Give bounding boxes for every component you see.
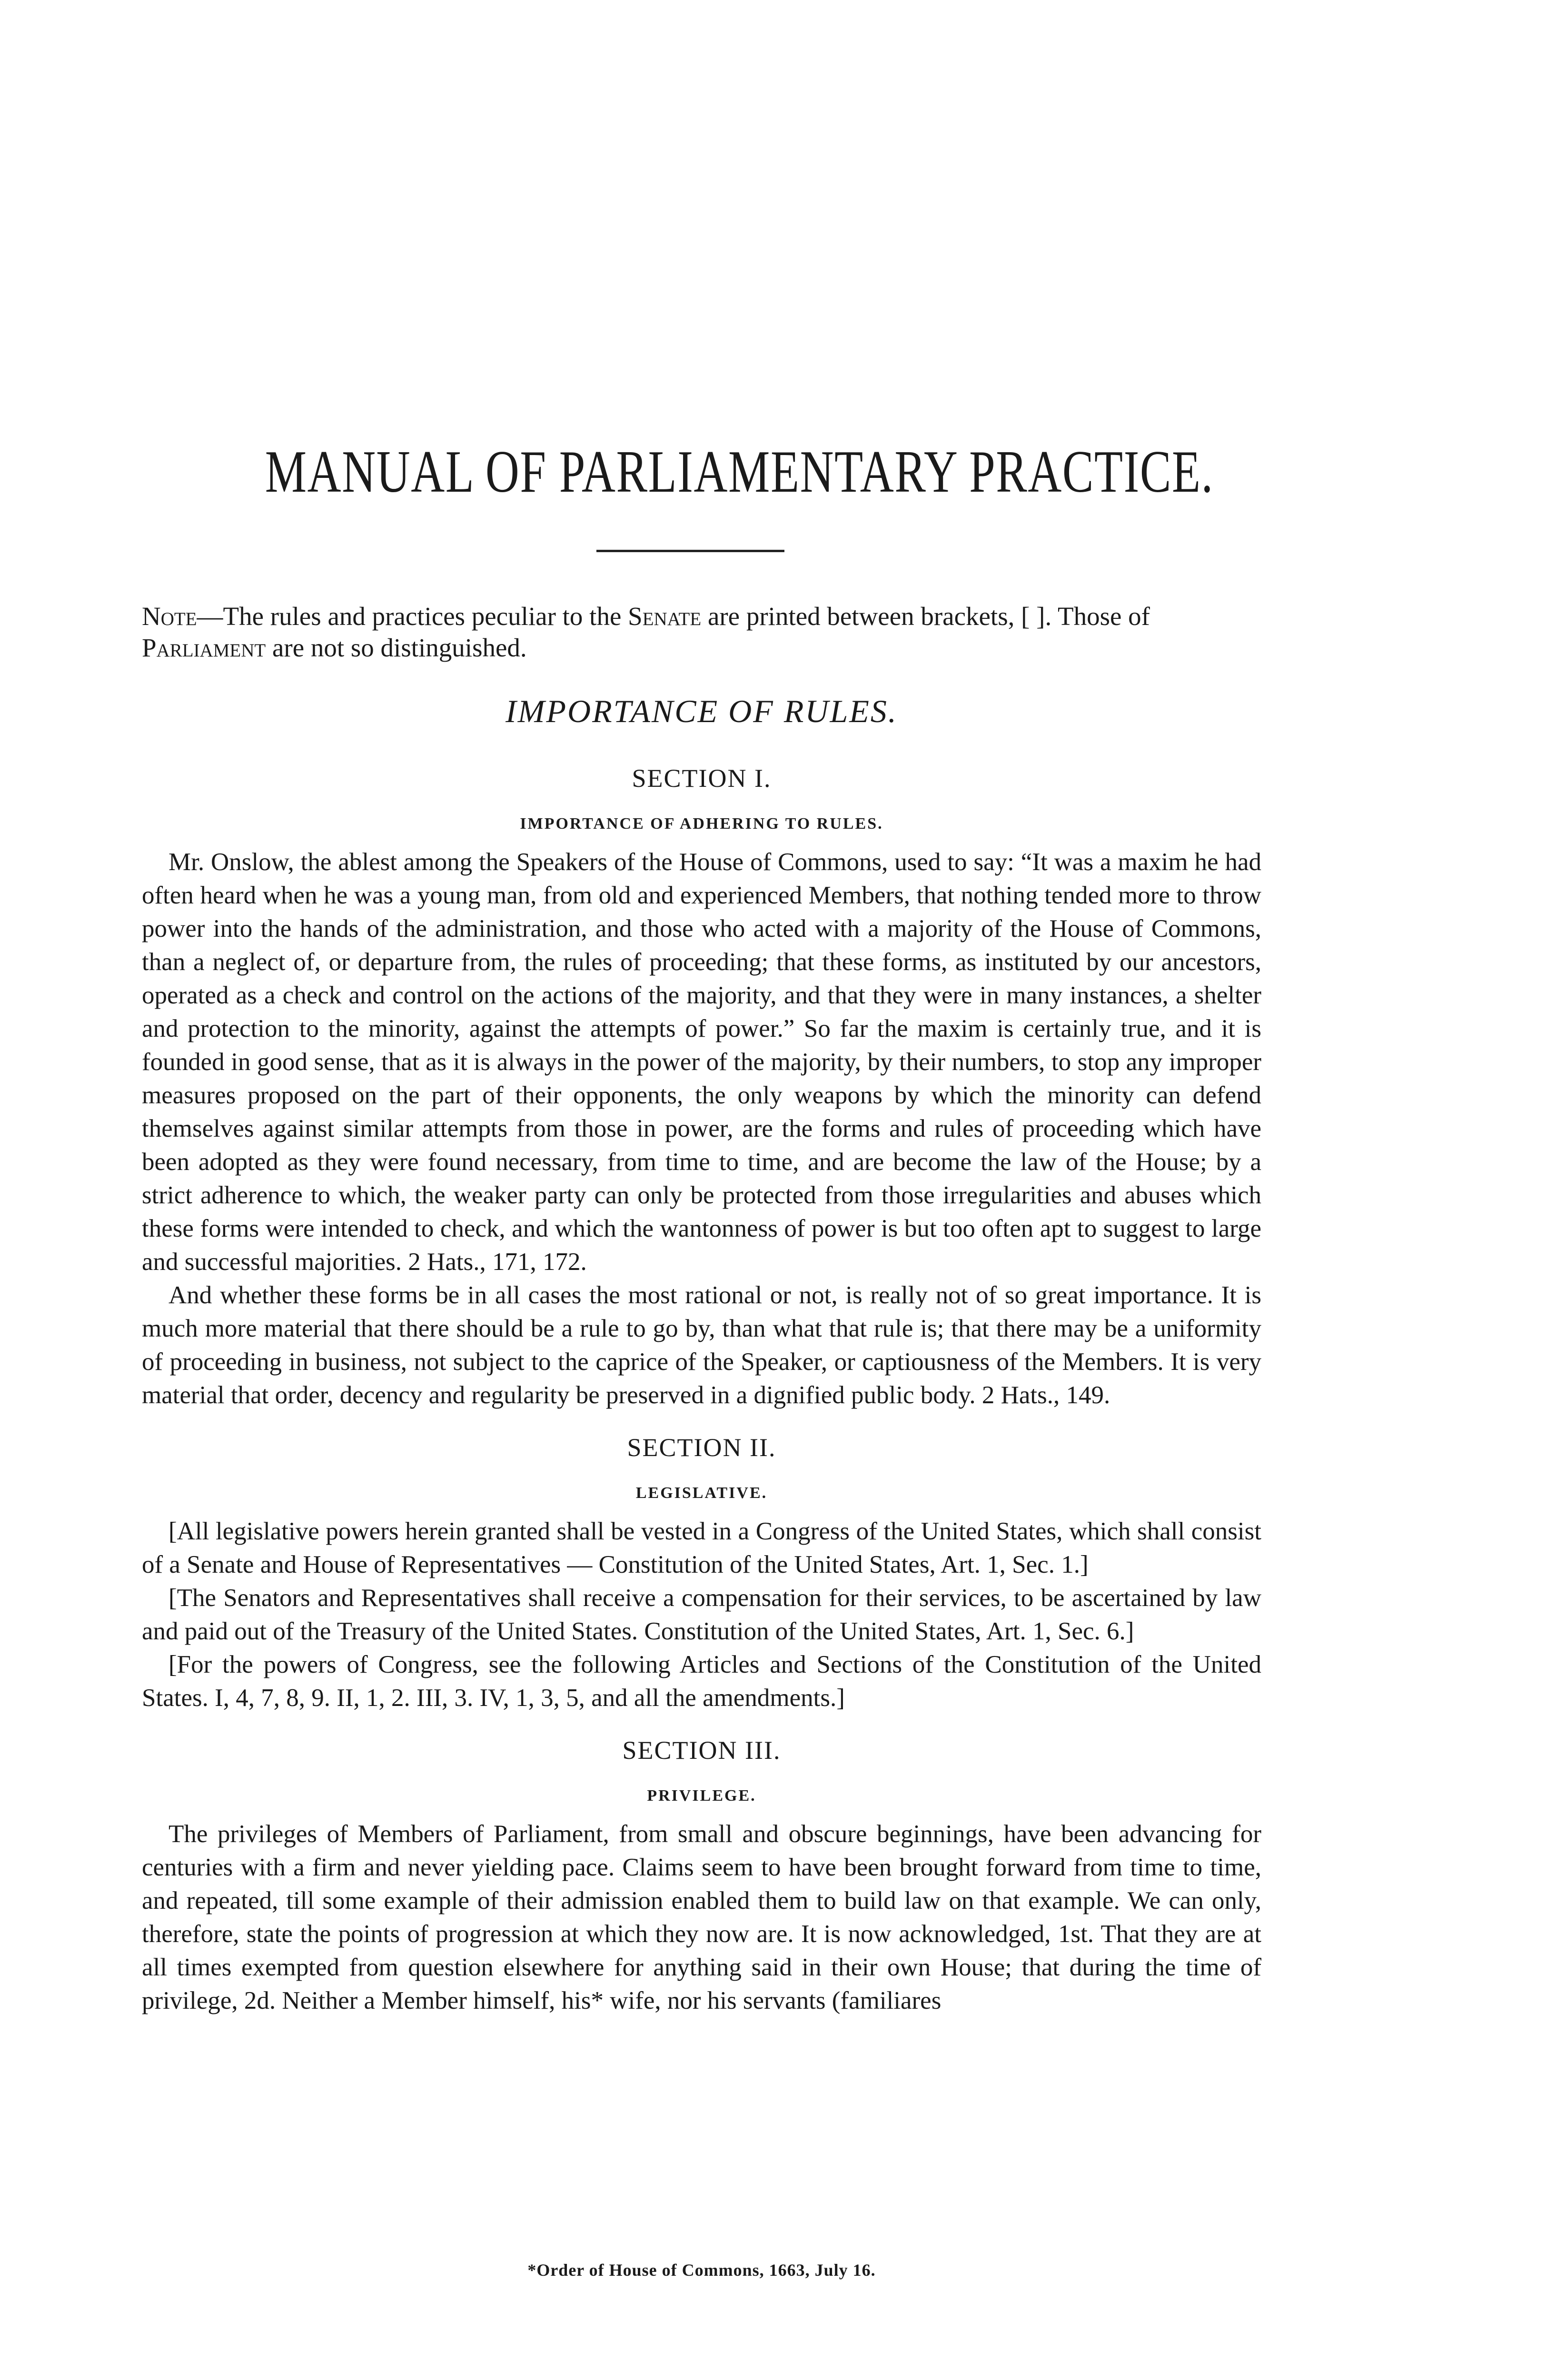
note-text-2: are printed between brackets, [ ]. Those of xyxy=(701,602,1150,631)
section-2 xyxy=(142,1433,1261,1715)
section-1 xyxy=(142,764,1261,1412)
main-content xyxy=(142,693,1261,2038)
section-3 xyxy=(142,1735,1261,2017)
chapter-title: IMPORTANCE OF RULES. xyxy=(505,693,898,729)
title-divider xyxy=(596,550,784,552)
paragraph: The privileges of Members of Parliament, from small and obscure beginnings, have been advancing for centuries with a firm and never yielding pace. Claims seem to have been brought forward from time to time, and repeated, till some example of their admission enabled them to build law on that example. We can only, therefore, state the points of progression at which they now are. It is now acknowledged, 1st. That they are at all times exempted from question elsewhere for anything said in their own House; that during the time of privilege, 2d. Neither a Member himself, his* wife, nor his servants (familiares xyxy=(142,1820,1261,2014)
paragraph: [All legislative powers herein granted shall be vested in a Congress of the United States, which shall consist of a Senate and House of Representatives — Constitution of the United States, Art. 1, Sec. 1.] xyxy=(142,1517,1261,1578)
section-subheading: LEGISLATIVE. xyxy=(635,1484,768,1502)
note-text-1: —The rules and practices peculiar to the xyxy=(197,602,628,631)
editorial-note xyxy=(142,601,1261,664)
note-text-3: are not so distinguished. xyxy=(266,633,527,662)
paragraph: And whether these forms be in all cases the most rational or not, is really not of so great importance. It is much more material that there should be a rule to go by, than what that rule is; that there may be a uniformity of proceeding in business, not subject to the caprice of the Speaker, or captiousness of the Members. It is very material that order, decency and regularity be preserved in a dignified public body. 2 Hats., 149. xyxy=(142,1281,1261,1409)
note-lead: Note xyxy=(142,602,197,631)
footnote: *Order of House of Commons, 1663, July 16. xyxy=(527,2261,876,2280)
section-subheading: PRIVILEGE. xyxy=(647,1787,756,1805)
section-heading: SECTION III. xyxy=(622,1736,781,1765)
note-parliament: Parliament xyxy=(142,633,266,662)
page-title: MANUAL OF PARLIAMENTARY PRACTICE. xyxy=(265,439,1214,505)
section-heading: SECTION II. xyxy=(627,1433,776,1462)
paragraph: [The Senators and Representatives shall receive a compensation for their services, to be ascertained by law and paid out of the Treasury of the United States. Constitution of the United States, Art. 1, Sec. 6.] xyxy=(142,1584,1261,1645)
section-heading: SECTION I. xyxy=(632,764,772,793)
paragraph: Mr. Onslow, the ablest among the Speakers of the House of Commons, used to say: “It was a maxim he had often heard when he was a young man, from old and experienced Members, that nothing tended more to throw power into the hands of the administration, and those who acted with a majority of the House of Commons, than a neglect of, or departure from, the rules of proceeding; that these forms, as instituted by our ancestors, operated as a check and control on the actions of the majority, and that they were in many instances, a shelter and protection to the minority, against the attempts of power.” So far the maxim is certainly true, and it is founded in good sense, that as it is always in the power of the majority, by their numbers, to stop any improper measures proposed on the part of their opponents, the only weapons by which the minority can defend themselves against similar attempts from those in power, are the forms and rules of proceeding which have been adopted as they were found necessary, from time to time, and are become the law of the House; by a strict adherence to which, the weaker party can only be protected from those irregularities and abuses which these forms were intended to check, and which the wantonness of power is but too often apt to suggest to large and successful majorities. 2 Hats., 171, 172. xyxy=(142,848,1261,1276)
paragraph: [For the powers of Congress, see the following Articles and Sections of the Constitution of the United States. I, 4, 7, 8, 9. II, 1, 2. III, 3. IV, 1, 3, 5, and all the amendments.] xyxy=(142,1651,1261,1712)
section-subheading: IMPORTANCE OF ADHERING TO RULES. xyxy=(520,815,883,833)
note-senate: Senate xyxy=(628,602,702,631)
